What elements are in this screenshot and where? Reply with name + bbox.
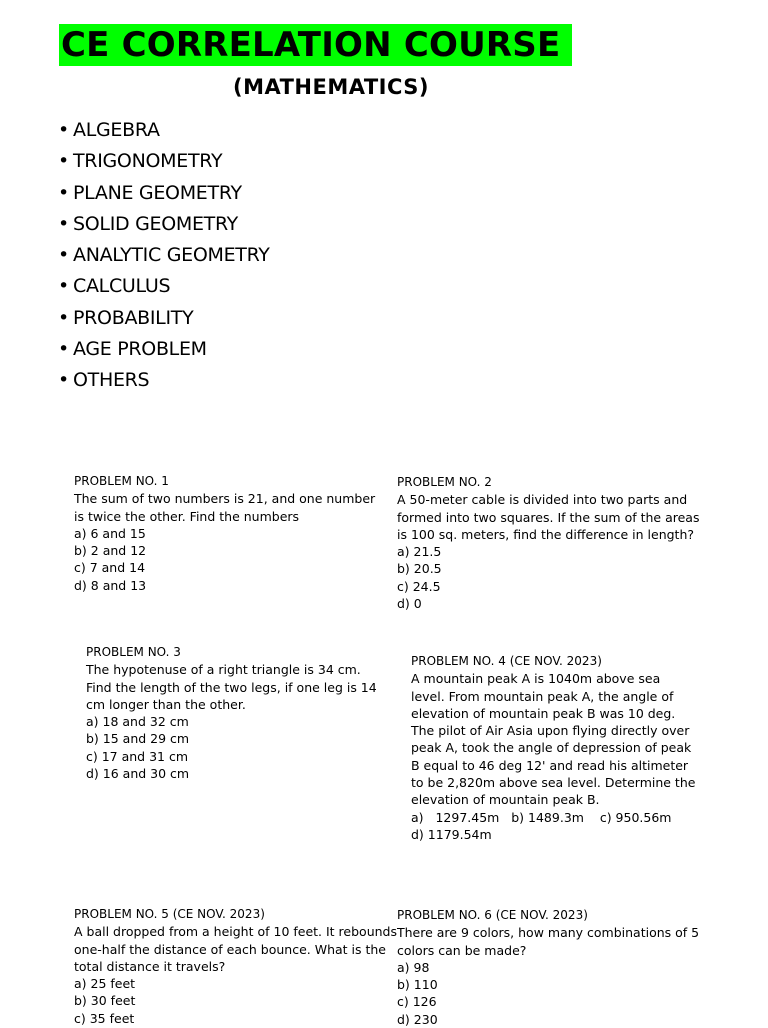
- answer-choice: a) 25 feet: [74, 976, 136, 992]
- topic-item: [58, 365, 270, 396]
- problem-text-line: A 50-meter cable is divided into two parts and: [397, 492, 688, 508]
- problem-text-line: is 100 sq. meters, find the difference in length?: [397, 526, 695, 542]
- problem-text-line: cm longer than the other.: [86, 696, 246, 712]
- bullet-icon: •: [58, 369, 69, 392]
- problem-4: [411, 653, 695, 843]
- problem-heading: PROBLEM NO. 1: [74, 474, 169, 488]
- answer-choice: b) 20.5: [397, 561, 442, 577]
- topic-label: SOLID GEOMETRY: [73, 212, 238, 235]
- problem-heading: PROBLEM NO. 3: [86, 645, 181, 659]
- bullet-icon: •: [58, 119, 69, 141]
- problem-6: [397, 907, 699, 1028]
- answer-choice: c) 126: [397, 994, 437, 1010]
- answer-choice: c) 17 and 31 cm: [86, 748, 189, 764]
- problem-text-line: elevation of mountain peak B was 10 deg.: [411, 705, 676, 721]
- course-title: CE CORRELATION COURSE: [59, 24, 572, 66]
- answer-choice: a) 18 and 32 cm: [86, 714, 189, 730]
- problem-text-line: to be 2,820m above sea level. Determine the: [411, 775, 696, 791]
- problem-5: [74, 906, 397, 1027]
- bullet-icon: •: [58, 338, 69, 361]
- problem-text-line: A mountain peak A is 1040m above sea: [411, 671, 661, 687]
- topic-list: [58, 115, 270, 397]
- bullet-icon: •: [58, 244, 69, 267]
- answer-choice: d) 16 and 30 cm: [86, 766, 190, 782]
- answer-choice: d) 230: [397, 1011, 438, 1027]
- problem-3: [86, 644, 377, 782]
- subject-subtitle: (MATHEMATICS): [232, 75, 430, 99]
- topic-label: ANALYTIC GEOMETRY: [73, 244, 270, 267]
- answer-choice: c) 7 and 14: [74, 560, 146, 576]
- problem-text-line: one-half the distance of each bounce. What is the: [74, 941, 386, 957]
- answer-choice: b) 110: [397, 977, 438, 993]
- problem-text-line: A ball dropped from a height of 10 feet. It rebounds: [74, 924, 397, 940]
- topic-label: CALCULUS: [73, 275, 171, 298]
- topic-item: [58, 115, 270, 146]
- topic-label: PROBABILITY: [73, 306, 194, 329]
- bullet-icon: •: [58, 150, 69, 173]
- bullet-icon: •: [58, 212, 69, 235]
- problem-text-line: Find the length of the two legs, if one leg is 14: [86, 679, 377, 695]
- topic-item: [58, 146, 270, 177]
- answer-choice: b) 15 and 29 cm: [86, 731, 190, 747]
- topic-label: TRIGONOMETRY: [73, 150, 223, 173]
- topic-item: [58, 271, 270, 302]
- problem-heading: PROBLEM NO. 4 (CE NOV. 2023): [411, 654, 602, 668]
- bullet-icon: •: [58, 306, 69, 329]
- problem-1: [74, 473, 375, 594]
- problem-text-line: The pilot of Air Asia upon flying directly over: [411, 723, 690, 739]
- topic-label: ALGEBRA: [73, 119, 160, 141]
- problem-text-line: There are 9 colors, how many combinations of 5: [397, 925, 700, 941]
- topic-label: AGE PROBLEM: [73, 338, 207, 361]
- problem-text-line: total distance it travels?: [74, 958, 226, 974]
- problem-text-line: colors can be made?: [397, 942, 527, 958]
- answer-choice: a) 98: [397, 959, 430, 975]
- answer-choice: d) 8 and 13: [74, 577, 147, 593]
- problem-text-line: formed into two squares. If the sum of the areas: [397, 509, 700, 525]
- problem-text-line: level. From mountain peak A, the angle of: [411, 688, 674, 704]
- problem-heading: PROBLEM NO. 6 (CE NOV. 2023): [397, 908, 588, 922]
- problem-text-line: elevation of mountain peak B.: [411, 792, 600, 808]
- topic-label: PLANE GEOMETRY: [73, 181, 242, 204]
- answer-choice: b) 30 feet: [74, 993, 136, 1009]
- problem-text-line: The hypotenuse of a right triangle is 34 cm.: [86, 662, 361, 678]
- problem-text-line: The sum of two numbers is 21, and one number: [74, 491, 376, 507]
- answer-choice: d) 0: [397, 596, 422, 612]
- topic-item: [58, 240, 270, 271]
- answer-choice: a) 1297.45m b) 1489.3m c) 950.56m: [411, 809, 672, 825]
- problem-text-line: is twice the other. Find the numbers: [74, 508, 300, 524]
- problem-2: [397, 474, 699, 612]
- topic-label: OTHERS: [73, 369, 150, 392]
- answer-choice: c) 35 feet: [74, 1010, 135, 1026]
- answer-choice: d) 1179.54m: [411, 826, 492, 842]
- problem-text-line: peak A, took the angle of depression of peak: [411, 740, 692, 756]
- bullet-icon: •: [58, 275, 69, 298]
- problem-heading: PROBLEM NO. 5 (CE NOV. 2023): [74, 907, 265, 921]
- topic-item: [58, 334, 270, 365]
- bullet-icon: •: [58, 181, 69, 204]
- topic-item: [58, 178, 270, 209]
- answer-choice: b) 2 and 12: [74, 543, 147, 559]
- topic-item: [58, 209, 270, 240]
- answer-choice: c) 24.5: [397, 578, 441, 594]
- answer-choice: a) 21.5: [397, 544, 442, 560]
- problem-text-line: B equal to 46 deg 12' and read his altimeter: [411, 757, 689, 773]
- topic-item: [58, 303, 270, 334]
- problem-heading: PROBLEM NO. 2: [397, 475, 492, 489]
- answer-choice: a) 6 and 15: [74, 525, 146, 541]
